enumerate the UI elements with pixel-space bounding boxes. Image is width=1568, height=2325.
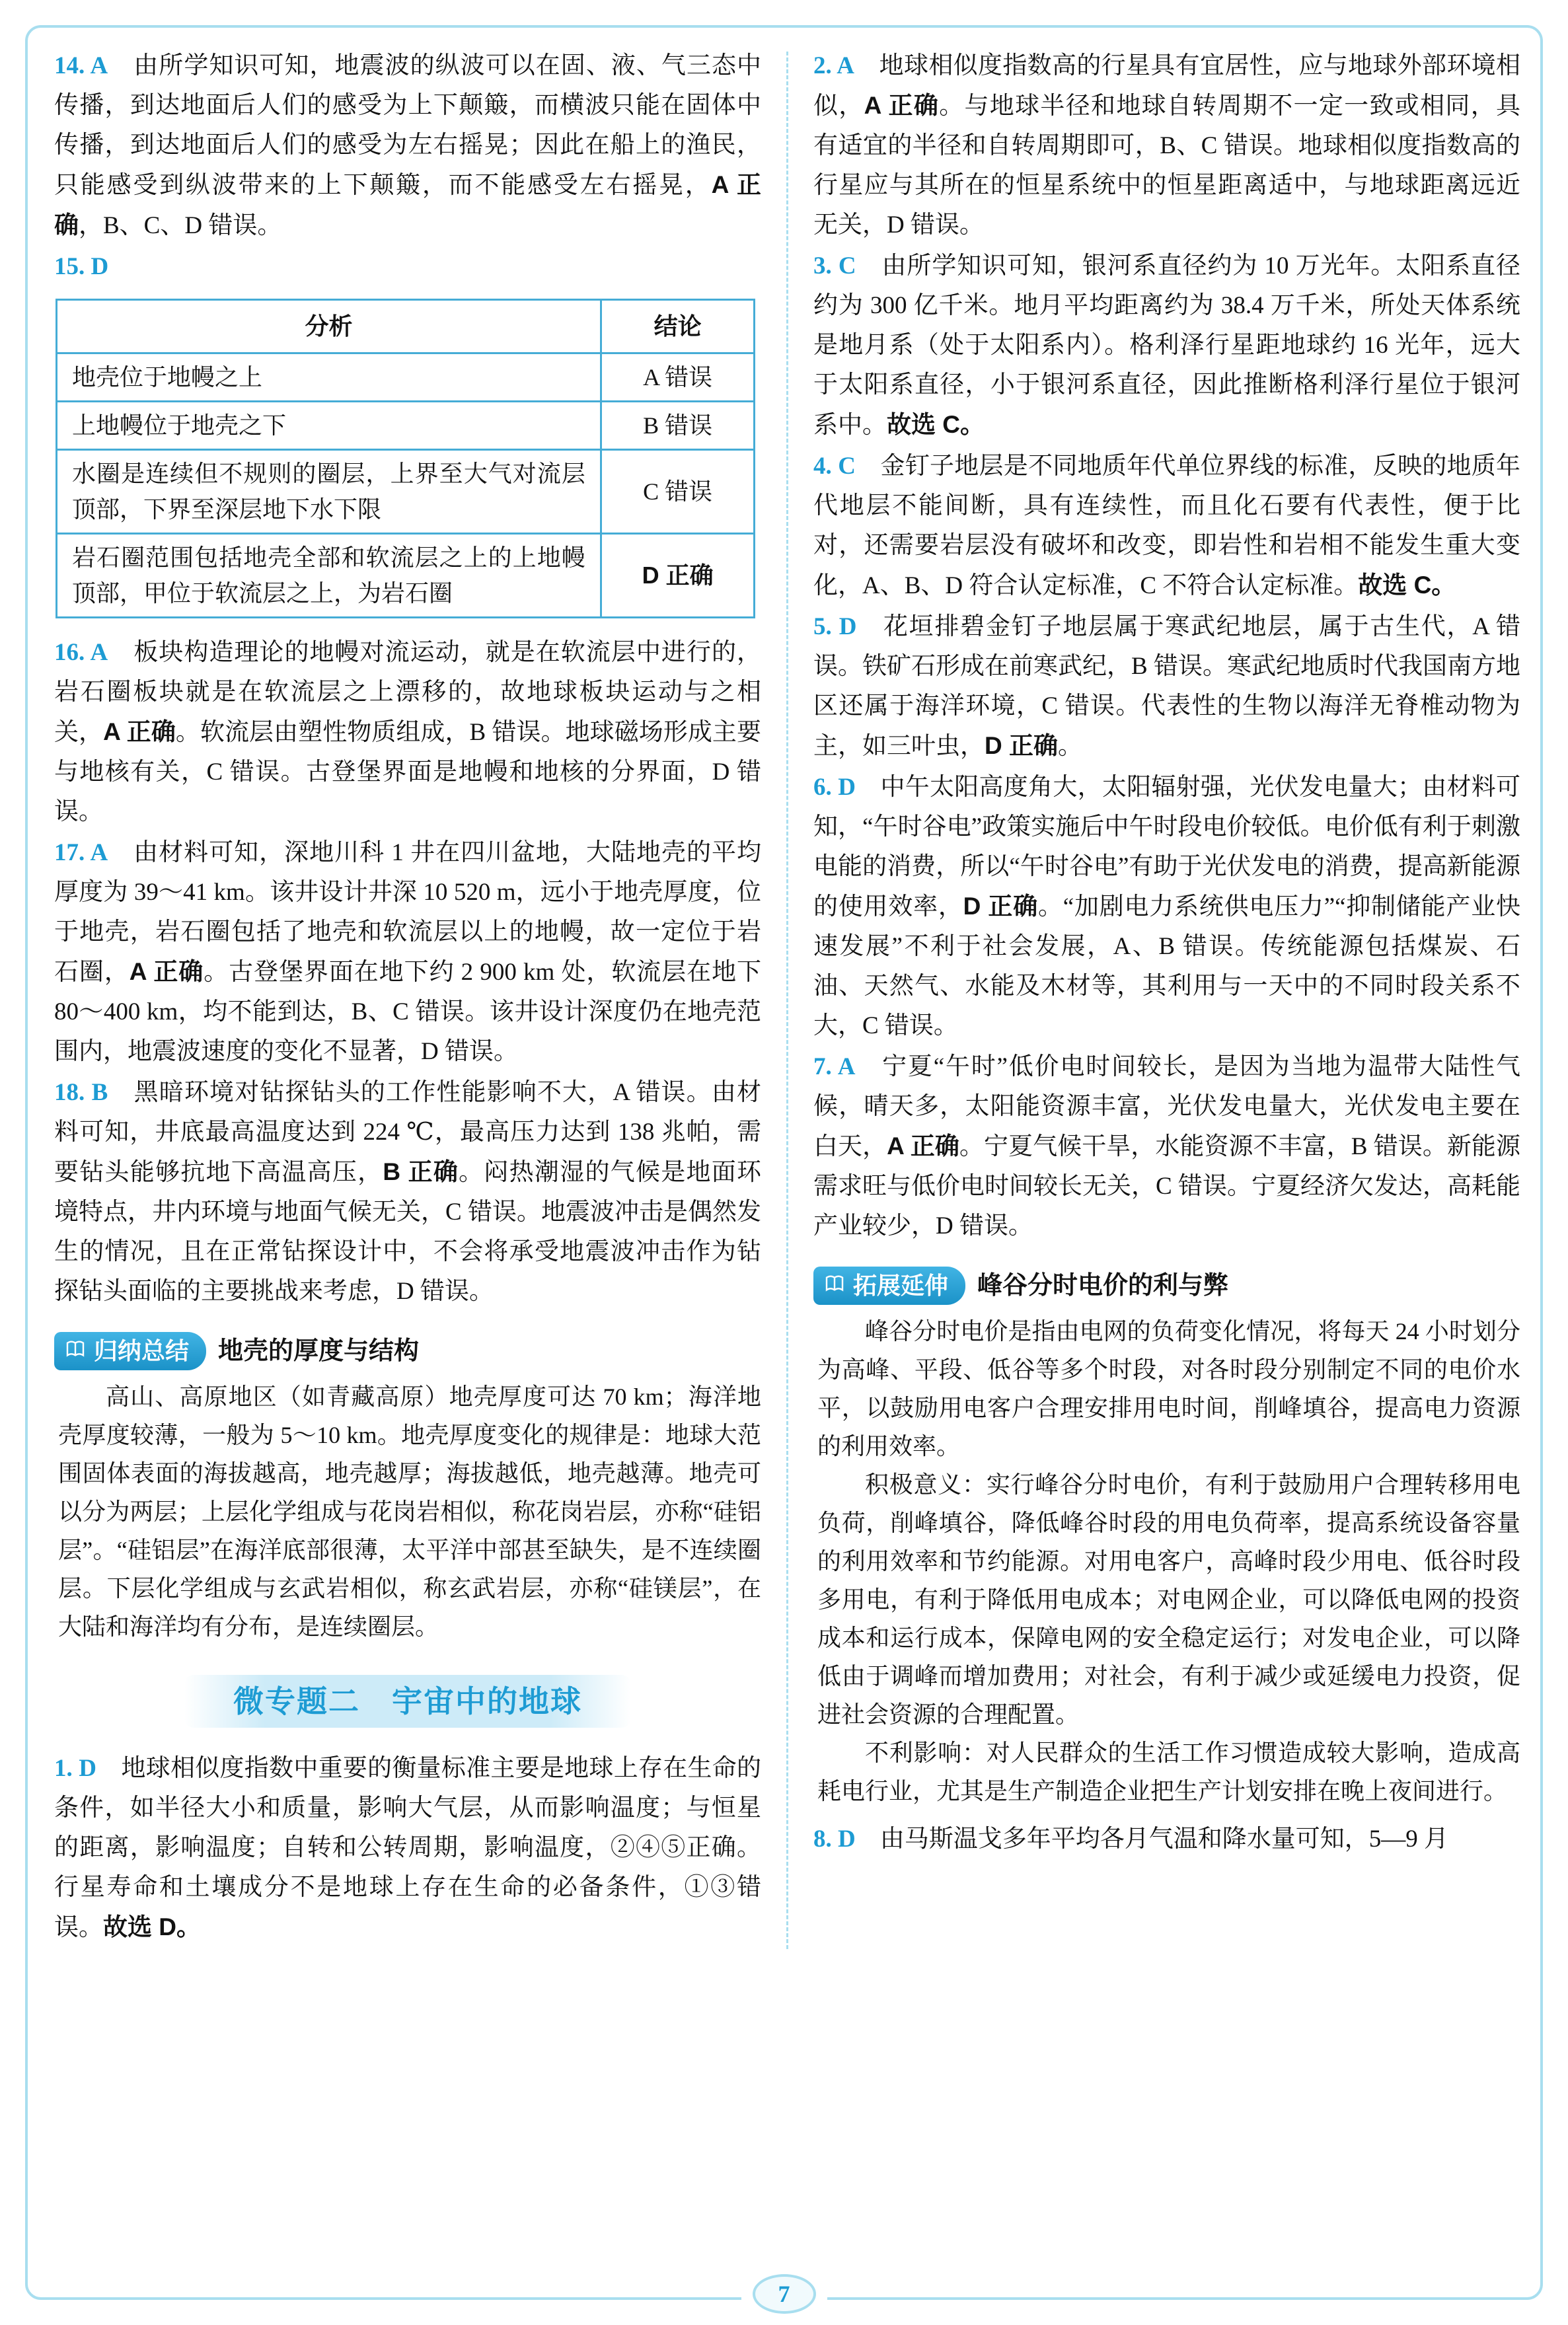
answer-bold-text: D 正确 xyxy=(963,893,1038,920)
question-number: 14. A xyxy=(54,52,108,79)
question-number: 5. D xyxy=(813,613,857,640)
answer-item xyxy=(813,1047,1520,1246)
answer-bold-text: D 正确 xyxy=(985,732,1058,759)
answer-text: 地球相似度指数中重要的衡量标准主要是地球上存在生命的条件，如半径大小和质量，影响大气层，从而影响温度；与恒星的距离，影响温度；自转和公转周期，影响温度，②④⑤正确。行星寿命和土壤成分不是地球上存在生命的必备条件，①③错误。 xyxy=(54,1755,761,1941)
table-body xyxy=(57,353,755,618)
section-title xyxy=(54,1675,761,1728)
answer-text: 板块构造理论的地幔对流运动，就是在软流层中进行的，岩石圈板块就是在软流层之上漂移的，故地球板块运动与之相关， xyxy=(54,639,761,746)
answer-bold-text: B 正确 xyxy=(383,1158,459,1185)
page-number-oval xyxy=(753,2274,816,2314)
answer-item xyxy=(813,607,1520,766)
answer-text: 花垣排碧金钉子地层属于寒武纪地层，属于古生代，A 错误。铁矿石形成在前寒武纪，B 错误。寒武纪地质时代我国南方地区还属于海洋环境，C 错误。代表性的生物以海洋无脊椎动物为主，如三叶虫， xyxy=(813,613,1520,760)
conclusion-cell: A 错误 xyxy=(601,353,754,402)
answer-text: 。古登堡界面在地下约 2 900 km 处，软流层在地下 80～400 km，均不能到达，B、C 错误。该井设计深度仍在地壳范围内，地震波速度的变化不显著，D 错误。 xyxy=(54,959,762,1065)
summary-box xyxy=(54,1331,761,1646)
page-number: 7 xyxy=(778,2281,790,2307)
answer-text: 。“加剧电力系统供电压力”“抑制储能产业快速发展”不利于社会发展，A、B 错误。传统能源包括煤炭、石油、天然气、水能及木材等，其利用与一天中的不同时段关系不大，C 错误。 xyxy=(813,893,1520,1039)
question-number: 6. D xyxy=(813,774,856,801)
answer-item xyxy=(54,1749,761,1948)
answer-bold-text: A 正确 xyxy=(864,92,940,119)
answer-item xyxy=(813,447,1520,606)
section-title-text: 微专题二 宇宙中的地球 xyxy=(184,1675,631,1728)
answer-text: ，B、C、D 错误。 xyxy=(79,212,282,239)
column-divider xyxy=(786,52,788,1949)
table-row xyxy=(57,353,755,402)
answer-text: 中午太阳高度角大，太阳辐射强，光伏发电量大；由材料可知，“午时谷电”政策实施后中午时段电价较低。电价低有利于刺激电能的消费，所以“午时谷电”有助于光伏发电的消费，提高新能源的使用效率， xyxy=(813,774,1520,920)
answer-text: 宁夏“午时”低价电时间较长，是因为当地为温带大陆性气候，晴天多，太阳能资源丰富，光伏发电量大，光伏发电主要在白天， xyxy=(813,1053,1520,1160)
callout-badge xyxy=(813,1267,965,1305)
answer-text: 。与地球半径和地球自转周期不一定一致或相同，具有适宜的半径和自转周期即可，B、C 错误。地球相似度指数高的行星应与其所在的恒星系统中的恒星距离适中，与地球距离远近无关，D 错误。 xyxy=(813,92,1520,239)
answer-item xyxy=(54,247,761,287)
analysis-cell: 地壳位于地幔之上 xyxy=(57,353,601,402)
callout-badge-label: 归纳总结 xyxy=(94,1337,190,1364)
answer-text: 。 xyxy=(1058,733,1082,760)
answer-bold-text: A 正确 xyxy=(54,171,761,239)
answer-text: 由所学知识可知，地震波的纵波可以在固、液、气三态中传播，到达地面后人们的感受为上下颠簸，而横波只能在固体中传播，到达地面后人们的感受为左右摇晃；因此在船上的渔民，只能感受到纵波带来的上下颠簸，而不能感受左右摇晃， xyxy=(54,52,761,199)
table-header-cell: 结论 xyxy=(601,300,754,353)
callout-badge xyxy=(54,1332,206,1370)
answer-text: 由材料可知，深地川科 1 井在四川盆地，大陆地壳的平均厚度为 39～41 km。该井设计井深 10 520 m，远小于地壳厚度，位于地壳，岩石圈包括了地壳和软流层以上的地幔，故一定位于岩石圈， xyxy=(54,839,762,986)
answer-bold-text: A 正确 xyxy=(103,718,176,745)
analysis-cell: 岩石圈范围包括地壳全部和软流层之上的上地幔顶部，甲位于软流层之上，为岩石圈 xyxy=(57,534,601,618)
answer-text: 金钉子地层是不同地质年代单位界线的标准，反映的地质年代地层不能间断，具有连续性，而且化石要有代表性，便于比对，还需要岩层没有破坏和改变，即岩性和岩相不能发生重大变化，A、B、D 符合认定标准，C 不符合认定标准。 xyxy=(813,453,1520,599)
answer-item xyxy=(54,46,761,246)
answer-item xyxy=(813,46,1520,245)
question-number: 8. D xyxy=(813,1826,856,1853)
right-column xyxy=(813,46,1520,1949)
question-number: 15. D xyxy=(54,253,109,280)
answer-bold-text: A 正确 xyxy=(887,1132,959,1160)
callout-header xyxy=(54,1331,761,1371)
callout-header xyxy=(813,1266,1520,1306)
table-row xyxy=(57,534,755,618)
table-head xyxy=(57,300,755,353)
table-row xyxy=(57,450,755,534)
callout-paragraph: 高山、高原地区（如青藏高原）地壳厚度可达 70 km；海洋地壳厚度较薄，一般为 5～10 km。地壳厚度变化的规律是：地球大范围固体表面的海拔越高，地壳越厚；海拔越低，地壳越薄。地壳可以分为两层；上层化学组成与花岗岩相似，称花岗岩层，亦称“硅铝层”。“硅铝层”在海洋底部很薄，太平洋中部甚至缺失，是不连续圈层。下层化学组成与玄武岩相似，称玄武岩层，亦称“硅镁层”，在大陆和海洋均有分布，是连续圈层。 xyxy=(58,1384,761,1640)
callout-paragraph: 峰谷分时电价是指由电网的负荷变化情况，将每天 24 小时划分为高峰、平段、低谷等多个时段，对各时段分别制定不同的电价水平，以鼓励用电客户合理安排用电时间，削峰填谷，提高电力资源的利用效率。 xyxy=(817,1318,1520,1459)
answer-item xyxy=(813,1820,1520,1859)
question-number: 16. A xyxy=(54,639,108,666)
answer-item xyxy=(813,246,1520,445)
book-icon xyxy=(824,1273,845,1298)
answer-bold-text: A 正确 xyxy=(129,958,204,985)
callout-title: 地壳的厚度与结构 xyxy=(218,1337,420,1365)
answer-bold-text: 故选 C。 xyxy=(1358,572,1456,599)
conclusion-cell: D 正确 xyxy=(601,534,754,618)
question-number: 4. C xyxy=(813,453,856,480)
callout-paragraph: 不利影响：对人民群众的生活工作习惯造成较大影响，造成高耗电行业，尤其是生产制造企业把生产计划安排在晚上夜间进行。 xyxy=(817,1740,1520,1804)
page-content xyxy=(54,46,1522,1949)
answer-item xyxy=(54,833,761,1072)
answer-text: 。软流层由塑性物质组成，B 错误。地球磁场形成主要与地核有关，C 错误。古登堡界面是地幔和地核的分界面，D 错误。 xyxy=(54,719,761,825)
left-column xyxy=(54,46,761,1949)
extension-box xyxy=(813,1266,1520,1810)
answer-bold-text: 故选 C。 xyxy=(887,411,985,438)
conclusion-cell: B 错误 xyxy=(601,402,754,450)
table-row xyxy=(57,402,755,450)
page-number-badge xyxy=(741,2268,827,2320)
table-header-row xyxy=(57,300,755,353)
callout-paragraph: 积极意义：实行峰谷分时电价，有利于鼓励用户合理转移用电负荷，削峰填谷，降低峰谷时段的用电负荷率，提高系统设备容量的利用效率和节约能源。对用电客户，高峰时段少用电、低谷时段多用电，有利于降低用电成本；对电网企业，可以降低电网的投资成本和运行成本，保障电网的安全稳定运行；对发电企业，可以降低由于调峰而增加费用；对社会，有利于减少或延缓电力投资，促进社会资源的合理配置。 xyxy=(817,1471,1520,1728)
question-number: 17. A xyxy=(54,839,108,866)
answer-text: 地球相似度指数高的行星具有宜居性，应与地球外部环境相似， xyxy=(813,52,1520,120)
answer-text: 由马斯温戈多年平均各月气温和降水量可知，5—9 月 xyxy=(855,1826,1448,1853)
book-icon xyxy=(65,1339,86,1364)
question-number: 18. B xyxy=(54,1079,108,1106)
table-header-cell: 分析 xyxy=(57,300,601,353)
question-number: 3. C xyxy=(813,252,856,279)
callout-title: 峰谷分时电价的利与弊 xyxy=(977,1272,1229,1300)
answer-item xyxy=(813,768,1520,1046)
callout-badge-label: 拓展延伸 xyxy=(853,1272,949,1299)
conclusion-cell: C 错误 xyxy=(601,450,754,534)
answer-text: 由所学知识可知，银河系直径约为 10 万光年。太阳系直径约为 300 亿千米。地月平均距离约为 38.4 万千米，所处天体系统是地月系（处于太阳系内）。格利泽行星距地球约 16 光年，远大于太阳系直径，小于银河系直径，因此推断格利泽行星位于银河系中。 xyxy=(813,252,1520,439)
answer-text: 。闷热潮湿的气候是地面环境特点，井内环境与地面气候无关，C 错误。地震波冲击是偶然发生的情况，且在正常钻探设计中，不会将承受地震波冲击作为钻探钻头面临的主要挑战来考虑，D 错误。 xyxy=(54,1159,762,1305)
question-number: 2. A xyxy=(813,52,855,79)
answer-bold-text: 故选 D。 xyxy=(103,1913,201,1940)
analysis-cell: 水圈是连续但不规则的圈层，上界至大气对流层顶部，下界至深层地下水下限 xyxy=(57,450,601,534)
answer-text: 。宁夏气候干旱，水能资源不丰富，B 错误。新能源需求旺与低价电时间较长无关，C 错误。宁夏经济欠发达，高耗能产业较少，D 错误。 xyxy=(813,1133,1520,1239)
answer-text: 黑暗环境对钻探钻头的工作性能影响不大，A 错误。由材料可知，井底最高温度达到 224 ℃，最高压力达到 138 兆帕，需要钻头能够抗地下高温高压， xyxy=(54,1079,761,1186)
answer-item xyxy=(54,1073,761,1311)
analysis-conclusion-table xyxy=(56,299,755,618)
analysis-cell: 上地幔位于地壳之下 xyxy=(57,402,601,450)
question-number: 7. A xyxy=(813,1053,856,1080)
question-number: 1. D xyxy=(54,1755,96,1782)
answer-item xyxy=(54,633,761,832)
